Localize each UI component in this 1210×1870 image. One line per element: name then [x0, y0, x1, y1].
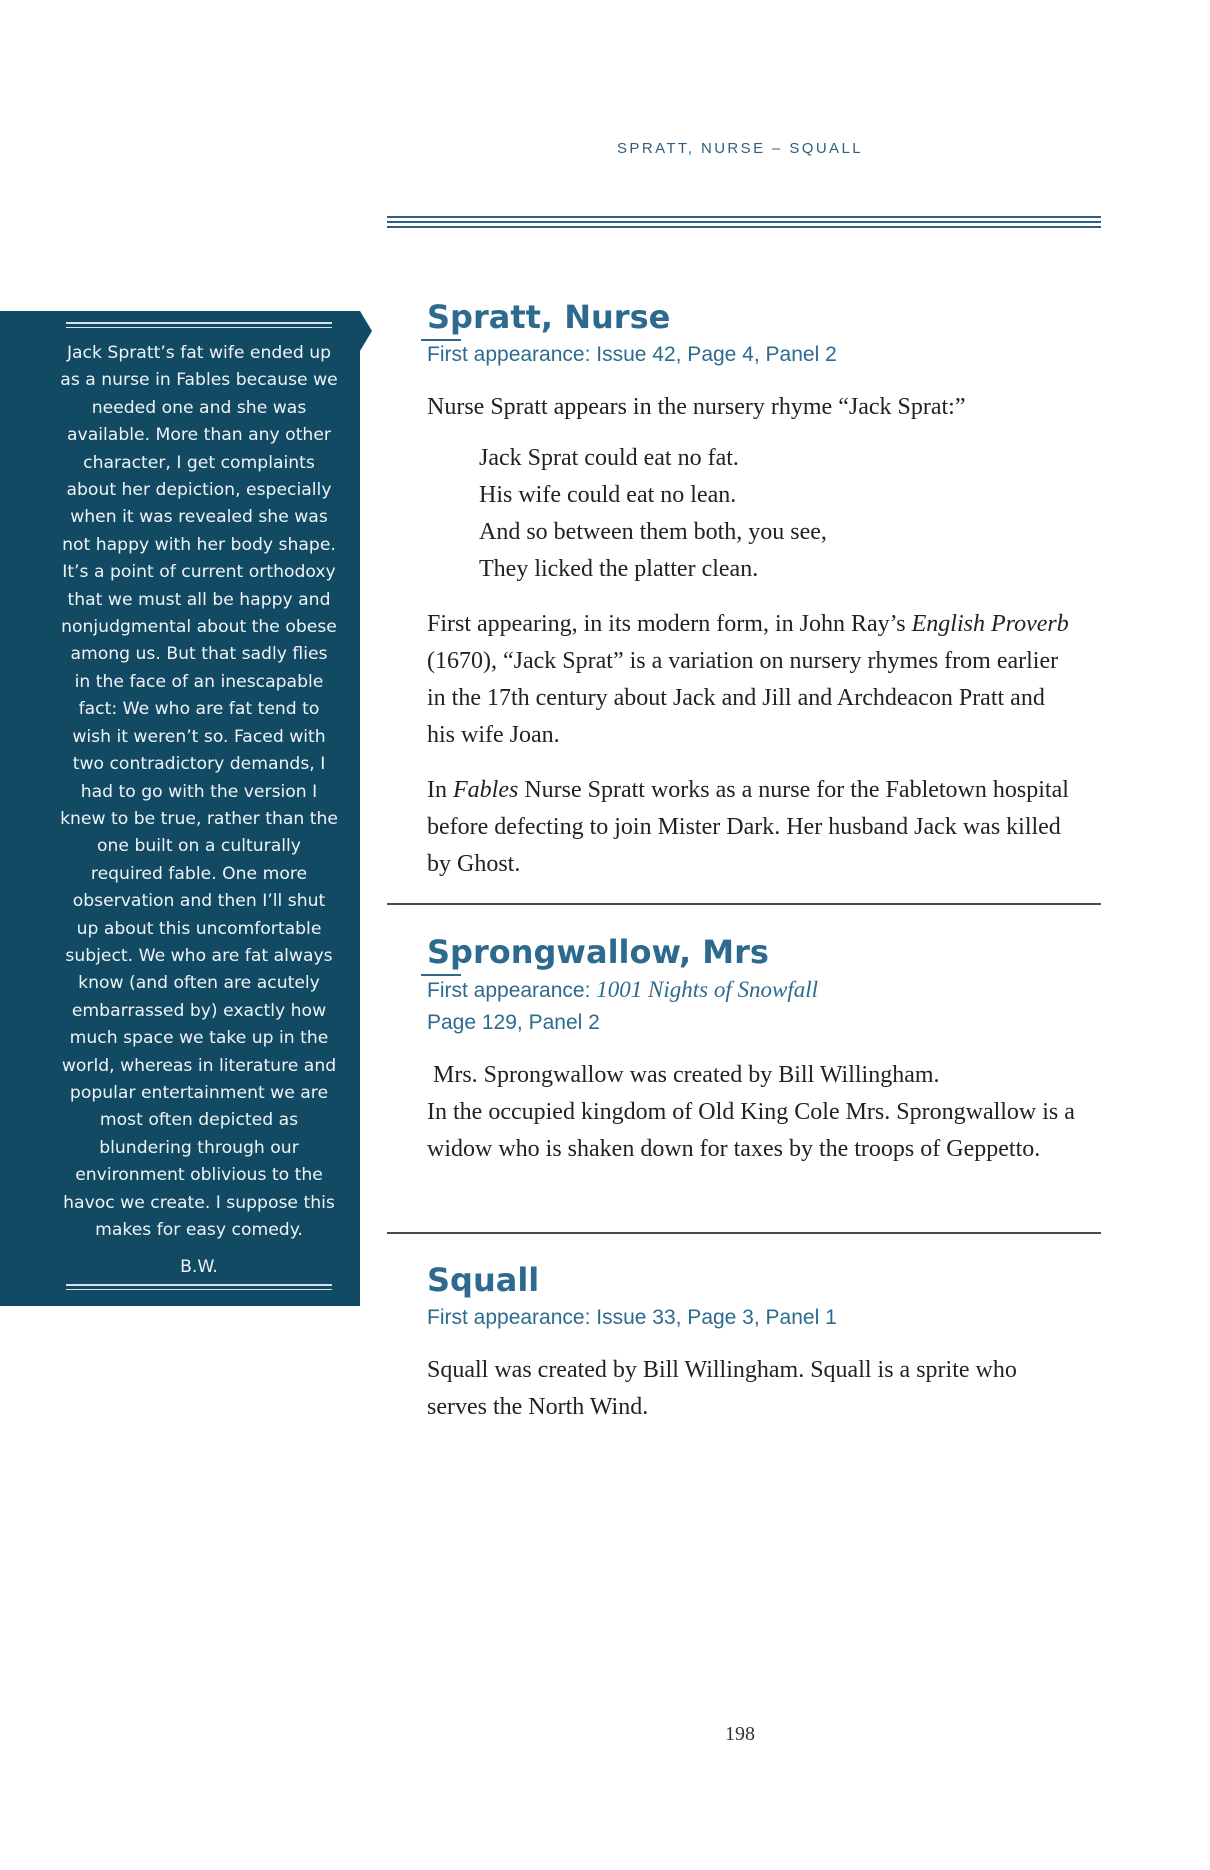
entry-paragraph: Squall was created by Bill Willingham. Squall is a sprite who serves the North Wind.: [427, 1357, 1017, 1420]
entry-paragraph: Mrs. Sprongwallow was created by Bill Willingham.: [433, 1062, 940, 1088]
entry-paragraph: First appearing, in its modern form, in John Ray’s English Proverb (1670), “Jack Sprat” is a variation on nursery rhymes from earlier in the 17th century about Jack and Jill and Archdeacon Pratt and his wife Joan.: [427, 611, 1069, 748]
sidebar-top-rule: [66, 322, 332, 331]
entry-spratt-nurse: [427, 297, 1077, 883]
page-number: 198: [725, 1723, 755, 1745]
entry-sprongwallow: [427, 932, 1077, 1168]
first-appearance: First appearance: 1001 Nights of Snowfall: [427, 977, 818, 1002]
verse-line: His wife could eat no lean.: [479, 482, 737, 508]
running-head: SPRATT, NURSE – SQUALL: [617, 140, 863, 157]
header-rule: [387, 216, 1101, 231]
entry-paragraph: In the occupied kingdom of Old King Cole Mrs. Sprongwallow is a widow who is shaken down for taxes by the troops of Geppetto.: [427, 1099, 1075, 1162]
sidebar-bottom-rule: [66, 1284, 332, 1293]
first-appearance-page: Page 129, Panel 2: [427, 1011, 600, 1034]
sidebar-paragraph: Jack Spratt’s fat wife ended up as a nurse in Fables because we needed one and she was available. More than any other character, I get complaints about her depiction, especially when it was revealed she was not happy with her body shape. It’s a point of current orthodoxy that we must all be happy and nonjudgmental about the obese among us. But that sadly flies in the face of an inescapable fact: We who are fat tend to wish it weren’t so. Faced with two contradictory demands, I had to go with the version I knew to be true, rather than the one built on a culturally required fable. One more observation and then I’ll shut up about this uncomfortable subject. We who are fat always know (and often are acutely embarrassed by) exactly how much space we take up in the world, whereas in literature and popular entertainment we are most often depicted as blundering through our environment oblivious to the havoc we create. I suppose this makes for easy comedy.: [60, 343, 338, 1240]
sidebar-signature: B.W.: [180, 1257, 218, 1278]
entry-divider: [387, 903, 1101, 905]
verse-line: And so between them both, you see,: [479, 519, 827, 545]
entry-intro: Nurse Spratt appears in the nursery rhyme “Jack Sprat:”: [427, 394, 966, 420]
verse-line: They licked the platter clean.: [479, 556, 759, 582]
nursery-rhyme-verse: [479, 440, 1077, 588]
first-appearance: First appearance: Issue 42, Page 4, Panel 2: [427, 343, 837, 366]
entry-title: Spratt, Nurse: [427, 297, 670, 337]
entry-title: Squall: [427, 1261, 540, 1299]
entry-divider: [387, 1232, 1101, 1234]
sidebar-commentary: [60, 340, 338, 1282]
entry-squall: [427, 1260, 1077, 1426]
first-appearance: First appearance: Issue 33, Page 3, Panel 1: [427, 1306, 837, 1329]
entry-title: Sprongwallow, Mrs: [427, 932, 769, 972]
sidebar-pointer: [360, 311, 372, 351]
entry-paragraph: In Fables Nurse Spratt works as a nurse for the Fabletown hospital before defecting to join Mister Dark. Her husband Jack was killed by Ghost.: [427, 777, 1069, 877]
verse-line: Jack Sprat could eat no fat.: [479, 445, 739, 471]
